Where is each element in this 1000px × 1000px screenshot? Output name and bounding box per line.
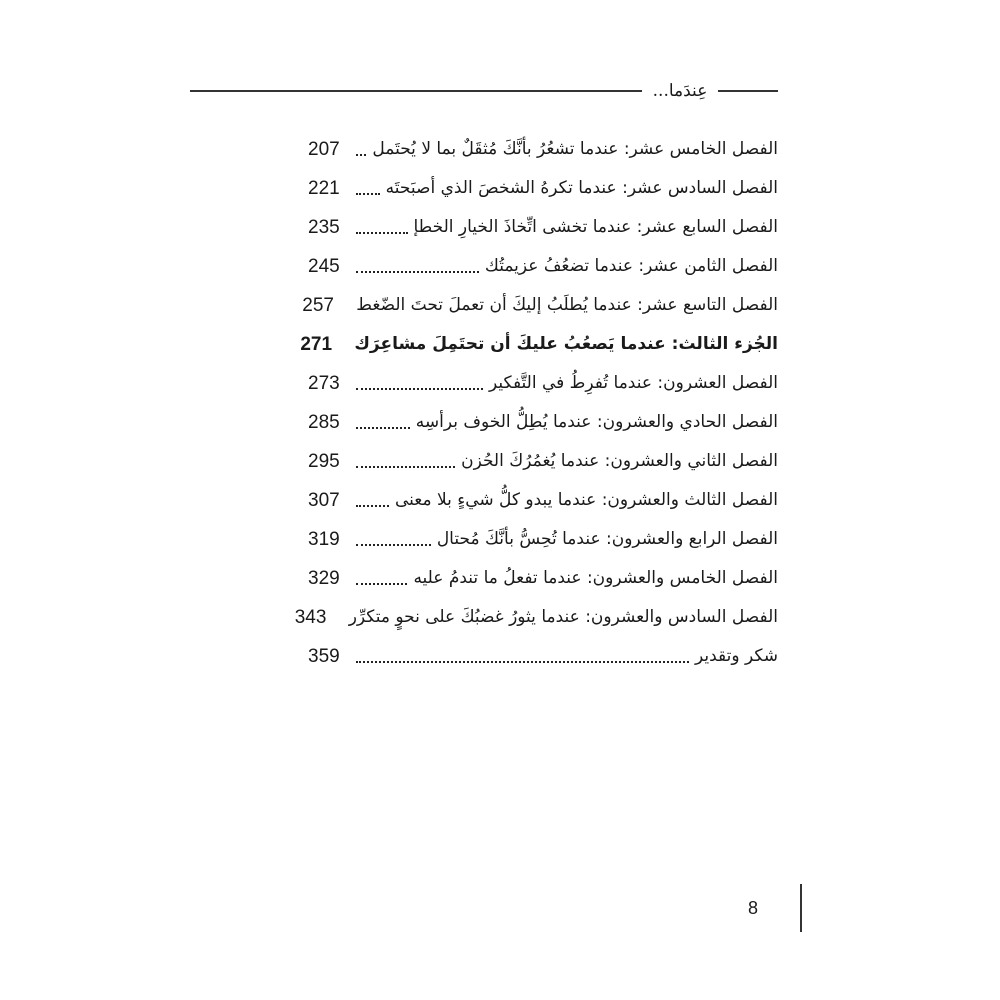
toc-dot-leader (356, 427, 410, 429)
toc-entry-page: 271 (300, 334, 333, 355)
toc-entry (302, 286, 778, 325)
toc-dot-leader (356, 505, 389, 507)
toc-entry (308, 520, 778, 559)
toc-dot-leader (356, 544, 431, 546)
toc-entry-page: 329 (308, 568, 340, 589)
toc-entry (308, 403, 778, 442)
toc-entry-page: 273 (308, 373, 340, 394)
toc-entry-page: 343 (294, 607, 327, 628)
toc-entry-page: 235 (308, 217, 340, 238)
toc-dot-leader (356, 154, 366, 156)
toc-entry-page: 359 (308, 646, 340, 667)
toc-entry (294, 598, 778, 637)
toc-entry (308, 481, 778, 520)
toc-entry-title: الفصل التاسع عشر: عندما يُطلَبُ إليكَ أن تعملَ تحتَ الضّغط (356, 295, 778, 315)
toc-entry-title: الفصل الحادي والعشرون: عندما يُطِلُّ الخوف برأسِه (415, 412, 778, 432)
toc-entry-page: 295 (308, 451, 340, 472)
toc-entry (308, 247, 778, 286)
toc-dot-leader (356, 271, 479, 273)
toc-entry-title: الفصل الخامس عشر: عندما تشعُرُ بأنَّكَ مُثقَلٌ بما لا يُحتَمل (372, 139, 778, 159)
toc-entry (308, 442, 778, 481)
toc-entry (308, 169, 778, 208)
toc-dot-leader (356, 193, 380, 195)
toc-entry (308, 559, 778, 598)
toc-entry-page: 257 (302, 295, 334, 316)
page-number: 8 (747, 898, 758, 918)
header-rule-left (190, 90, 642, 92)
toc-entry (308, 208, 778, 247)
toc-part-heading (300, 325, 778, 364)
toc-entry-title: الفصل الثاني والعشرون: عندما يُغمُرُكَ الحُزن (461, 451, 778, 471)
toc-entry-page: 319 (308, 529, 340, 550)
toc-entry-page: 285 (308, 412, 340, 433)
toc-entry (308, 364, 778, 403)
toc-entry-title: الفصل السادس عشر: عندما تكرهُ الشخصَ الذي أصبَحتَه (385, 178, 778, 198)
toc-entry-title: الفصل السادس والعشرون: عندما يثورُ غضبُكَ على نحوٍ متكرِّر (348, 607, 778, 627)
toc-entry-title: الفصل الثالث والعشرون: عندما يبدو كلُّ شيءٍ بلا معنى (394, 490, 778, 510)
toc-dot-leader (356, 232, 408, 234)
toc-entry (308, 637, 778, 676)
toc-entry-page: 221 (308, 178, 340, 199)
toc-entry-page: 245 (308, 256, 340, 277)
folio-rule (800, 884, 802, 932)
running-header (190, 78, 778, 104)
toc-entry-title: شكر وتقدير (695, 646, 778, 666)
toc-dot-leader (356, 661, 689, 663)
header-rule-right (718, 90, 778, 92)
running-title: عِندَما... (652, 81, 708, 101)
toc-dot-leader (356, 388, 483, 390)
toc-entry-title: الفصل العشرون: عندما تُفرِطُ في التَّفكير (489, 373, 778, 393)
toc-entry-title: الفصل الثامن عشر: عندما تضعُفُ عزيمتُك (484, 256, 778, 276)
toc-entry-title: الفصل السابع عشر: عندما تخشى اتِّخاذَ الخيارِ الخطإ (413, 217, 778, 237)
toc-dot-leader (356, 466, 455, 468)
toc-entry-title: الجُزء الثالث: عندما يَصعُبُ عليكَ أن تحتَمِلَ مشاعِرَك (354, 334, 778, 354)
toc-entry-page: 307 (308, 490, 340, 511)
toc-entry-page: 207 (308, 139, 340, 160)
toc-entry-title: الفصل الخامس والعشرون: عندما تفعلُ ما تندمُ عليه (413, 568, 778, 588)
toc-dot-leader (356, 583, 407, 585)
table-of-contents (294, 130, 778, 676)
toc-entry (308, 130, 778, 169)
toc-entry-title: الفصل الرابع والعشرون: عندما تُحِسُّ بأنَّكَ مُحتال (436, 529, 778, 549)
